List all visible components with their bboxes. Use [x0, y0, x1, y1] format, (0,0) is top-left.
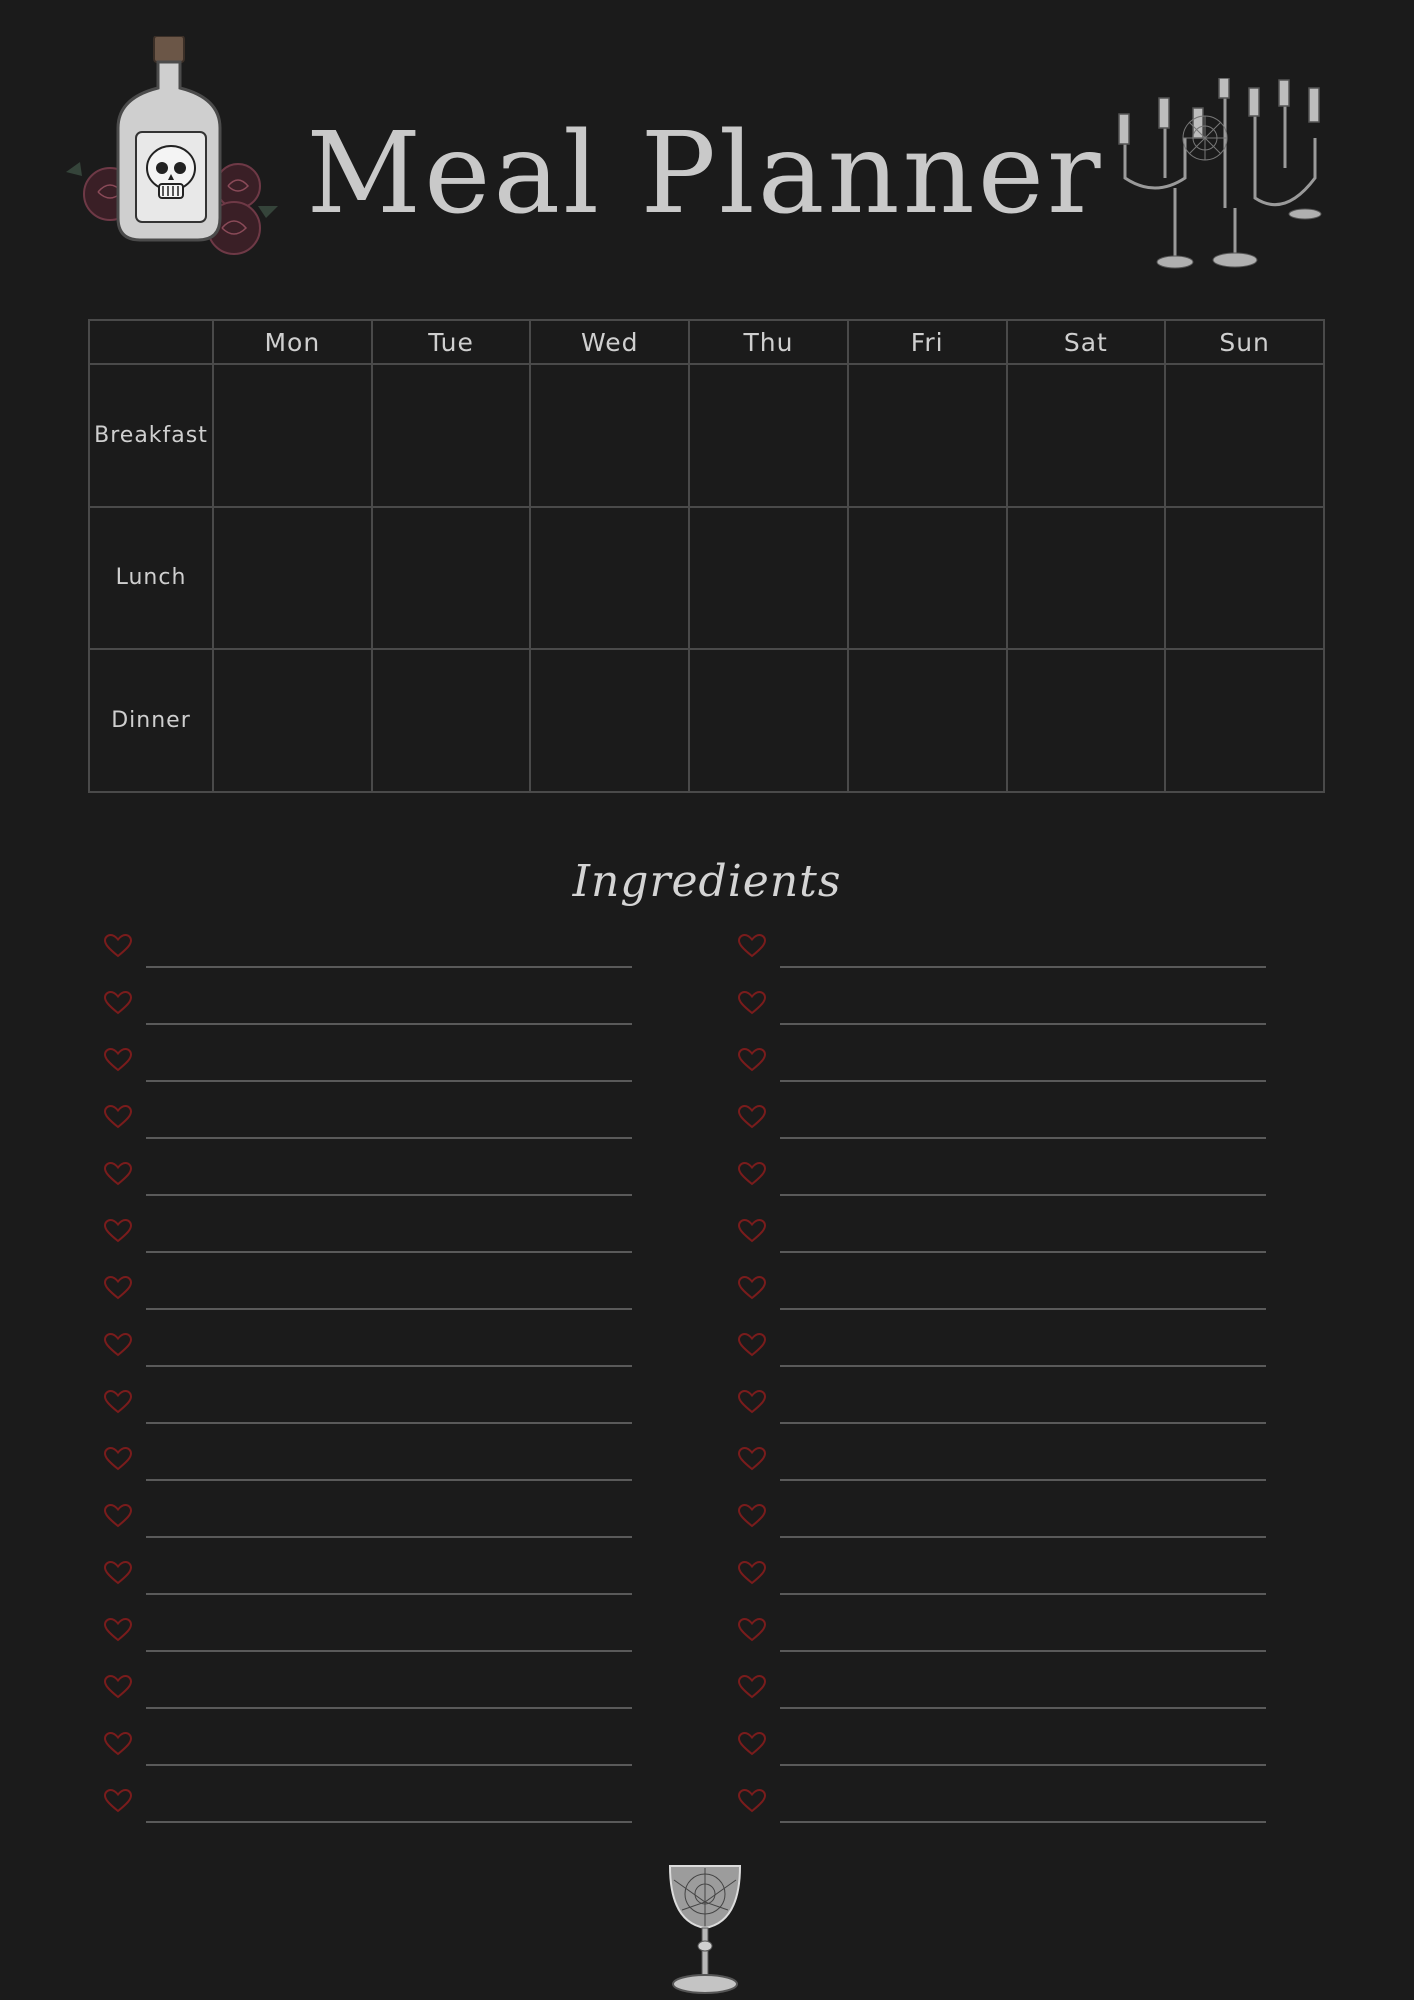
meal-cell[interactable]: [689, 364, 848, 507]
heart-outline-icon: [738, 1618, 766, 1642]
meal-cell[interactable]: [1007, 649, 1166, 792]
ingredient-line[interactable]: [146, 1764, 632, 1766]
meal-label: Breakfast: [89, 364, 213, 507]
meal-cell[interactable]: [213, 364, 372, 507]
ingredient-line[interactable]: [146, 1308, 632, 1310]
ingredient-row: [738, 928, 1278, 985]
meal-cell[interactable]: [213, 649, 372, 792]
heart-outline-icon: [104, 1390, 132, 1414]
ingredient-line[interactable]: [780, 1080, 1266, 1082]
ingredient-row: [104, 1555, 644, 1612]
day-header: Tue: [372, 320, 531, 364]
ingredients-title: Ingredients: [572, 856, 842, 907]
ingredient-line[interactable]: [146, 1080, 632, 1082]
ingredient-line[interactable]: [146, 1137, 632, 1139]
ingredient-line[interactable]: [146, 1650, 632, 1652]
ingredient-line[interactable]: [146, 1707, 632, 1709]
ingredient-row: [738, 1441, 1278, 1498]
ingredient-line[interactable]: [780, 966, 1266, 968]
ingredient-row: [104, 1498, 644, 1555]
ingredient-row: [738, 1555, 1278, 1612]
meal-cell[interactable]: [372, 507, 531, 650]
heart-outline-icon: [738, 1219, 766, 1243]
ingredient-line[interactable]: [780, 1821, 1266, 1823]
ingredient-row: [738, 1213, 1278, 1270]
ingredient-row: [104, 1327, 644, 1384]
ingredient-line[interactable]: [780, 1194, 1266, 1196]
heart-outline-icon: [104, 1276, 132, 1300]
heart-outline-icon: [104, 1219, 132, 1243]
meal-row-breakfast: [89, 364, 1324, 507]
ingredient-line[interactable]: [780, 1251, 1266, 1253]
heart-outline-icon: [104, 991, 132, 1015]
heart-outline-icon: [104, 934, 132, 958]
candelabra-icon: [1105, 78, 1335, 274]
meal-cell[interactable]: [848, 507, 1007, 650]
heart-outline-icon: [104, 1618, 132, 1642]
ingredient-row: [738, 985, 1278, 1042]
ingredient-row: [738, 1042, 1278, 1099]
ingredient-line[interactable]: [780, 1593, 1266, 1595]
ingredient-row: [738, 1669, 1278, 1726]
days-header-row: [89, 320, 1324, 364]
heart-outline-icon: [738, 1675, 766, 1699]
ingredient-line[interactable]: [146, 1536, 632, 1538]
meal-cell[interactable]: [372, 364, 531, 507]
meal-cell[interactable]: [848, 649, 1007, 792]
ingredient-row: [104, 1156, 644, 1213]
ingredient-row: [738, 1726, 1278, 1783]
ingredient-line[interactable]: [780, 1023, 1266, 1025]
meal-label: Dinner: [89, 649, 213, 792]
ingredient-row: [104, 1783, 644, 1840]
meal-cell[interactable]: [689, 507, 848, 650]
ingredient-row: [104, 1669, 644, 1726]
meal-cell[interactable]: [1007, 507, 1166, 650]
page-title: Meal Planner: [306, 109, 1104, 239]
heart-outline-icon: [104, 1561, 132, 1585]
ingredient-line[interactable]: [780, 1536, 1266, 1538]
heart-outline-icon: [738, 934, 766, 958]
ingredient-line[interactable]: [780, 1308, 1266, 1310]
ingredient-row: [738, 1270, 1278, 1327]
meal-cell[interactable]: [530, 364, 689, 507]
heart-outline-icon: [104, 1333, 132, 1357]
meal-cell[interactable]: [1007, 364, 1166, 507]
meal-cell[interactable]: [372, 649, 531, 792]
meal-label: Lunch: [89, 507, 213, 650]
meal-cell[interactable]: [1165, 364, 1324, 507]
ingredient-line[interactable]: [780, 1365, 1266, 1367]
ingredient-row: [104, 1270, 644, 1327]
heart-outline-icon: [738, 1105, 766, 1129]
heart-outline-icon: [738, 1447, 766, 1471]
ingredient-row: [104, 928, 644, 985]
meal-cell[interactable]: [1165, 649, 1324, 792]
ingredient-line[interactable]: [146, 1593, 632, 1595]
meal-row-lunch: [89, 507, 1324, 650]
heart-outline-icon: [738, 1561, 766, 1585]
meal-cell[interactable]: [689, 649, 848, 792]
ingredient-row: [104, 1042, 644, 1099]
day-header: Sun: [1165, 320, 1324, 364]
heart-outline-icon: [104, 1675, 132, 1699]
ingredient-row: [738, 1384, 1278, 1441]
heart-outline-icon: [738, 1789, 766, 1813]
heart-outline-icon: [738, 1162, 766, 1186]
heart-outline-icon: [738, 1333, 766, 1357]
skull-bottle-icon: [62, 36, 288, 266]
ingredient-row: [104, 985, 644, 1042]
goblet-icon: [664, 1860, 746, 1996]
meal-cell[interactable]: [848, 364, 1007, 507]
ingredient-line[interactable]: [780, 1137, 1266, 1139]
ingredients-column-left: [104, 928, 644, 1840]
ingredient-line[interactable]: [146, 1023, 632, 1025]
day-header: Thu: [689, 320, 848, 364]
ingredient-line[interactable]: [780, 1422, 1266, 1424]
ingredient-row: [104, 1213, 644, 1270]
ingredient-line[interactable]: [146, 966, 632, 968]
day-header: Wed: [530, 320, 689, 364]
ingredient-row: [104, 1726, 644, 1783]
meal-cell[interactable]: [213, 507, 372, 650]
heart-outline-icon: [738, 1276, 766, 1300]
day-header: Fri: [848, 320, 1007, 364]
heart-outline-icon: [738, 1048, 766, 1072]
heart-outline-icon: [104, 1447, 132, 1471]
corner-cell: [89, 320, 213, 364]
heart-outline-icon: [104, 1732, 132, 1756]
meal-row-dinner: [89, 649, 1324, 792]
ingredient-line[interactable]: [780, 1650, 1266, 1652]
ingredient-row: [738, 1156, 1278, 1213]
ingredient-row: [104, 1612, 644, 1669]
heart-outline-icon: [104, 1504, 132, 1528]
day-header: Mon: [213, 320, 372, 364]
heart-outline-icon: [738, 991, 766, 1015]
ingredient-line[interactable]: [146, 1194, 632, 1196]
ingredient-line[interactable]: [146, 1422, 632, 1424]
ingredient-line[interactable]: [146, 1821, 632, 1823]
ingredient-row: [104, 1099, 644, 1156]
heart-outline-icon: [104, 1162, 132, 1186]
ingredient-line[interactable]: [780, 1764, 1266, 1766]
heart-outline-icon: [104, 1048, 132, 1072]
ingredient-line[interactable]: [146, 1365, 632, 1367]
meal-planner-grid: [88, 319, 1325, 793]
ingredient-line[interactable]: [146, 1251, 632, 1253]
meal-cell[interactable]: [530, 507, 689, 650]
ingredient-row: [738, 1498, 1278, 1555]
ingredients-column-right: [738, 928, 1278, 1840]
heart-outline-icon: [738, 1504, 766, 1528]
meal-cell[interactable]: [530, 649, 689, 792]
ingredient-row: [738, 1327, 1278, 1384]
ingredient-line[interactable]: [780, 1479, 1266, 1481]
ingredient-row: [738, 1612, 1278, 1669]
ingredient-row: [104, 1384, 644, 1441]
heart-outline-icon: [104, 1105, 132, 1129]
meal-cell[interactable]: [1165, 507, 1324, 650]
ingredient-row: [738, 1783, 1278, 1840]
ingredient-row: [738, 1099, 1278, 1156]
header: [0, 0, 1414, 290]
heart-outline-icon: [738, 1390, 766, 1414]
ingredient-line[interactable]: [146, 1479, 632, 1481]
heart-outline-icon: [104, 1789, 132, 1813]
day-header: Sat: [1007, 320, 1166, 364]
heart-outline-icon: [738, 1732, 766, 1756]
ingredient-line[interactable]: [780, 1707, 1266, 1709]
ingredient-row: [104, 1441, 644, 1498]
